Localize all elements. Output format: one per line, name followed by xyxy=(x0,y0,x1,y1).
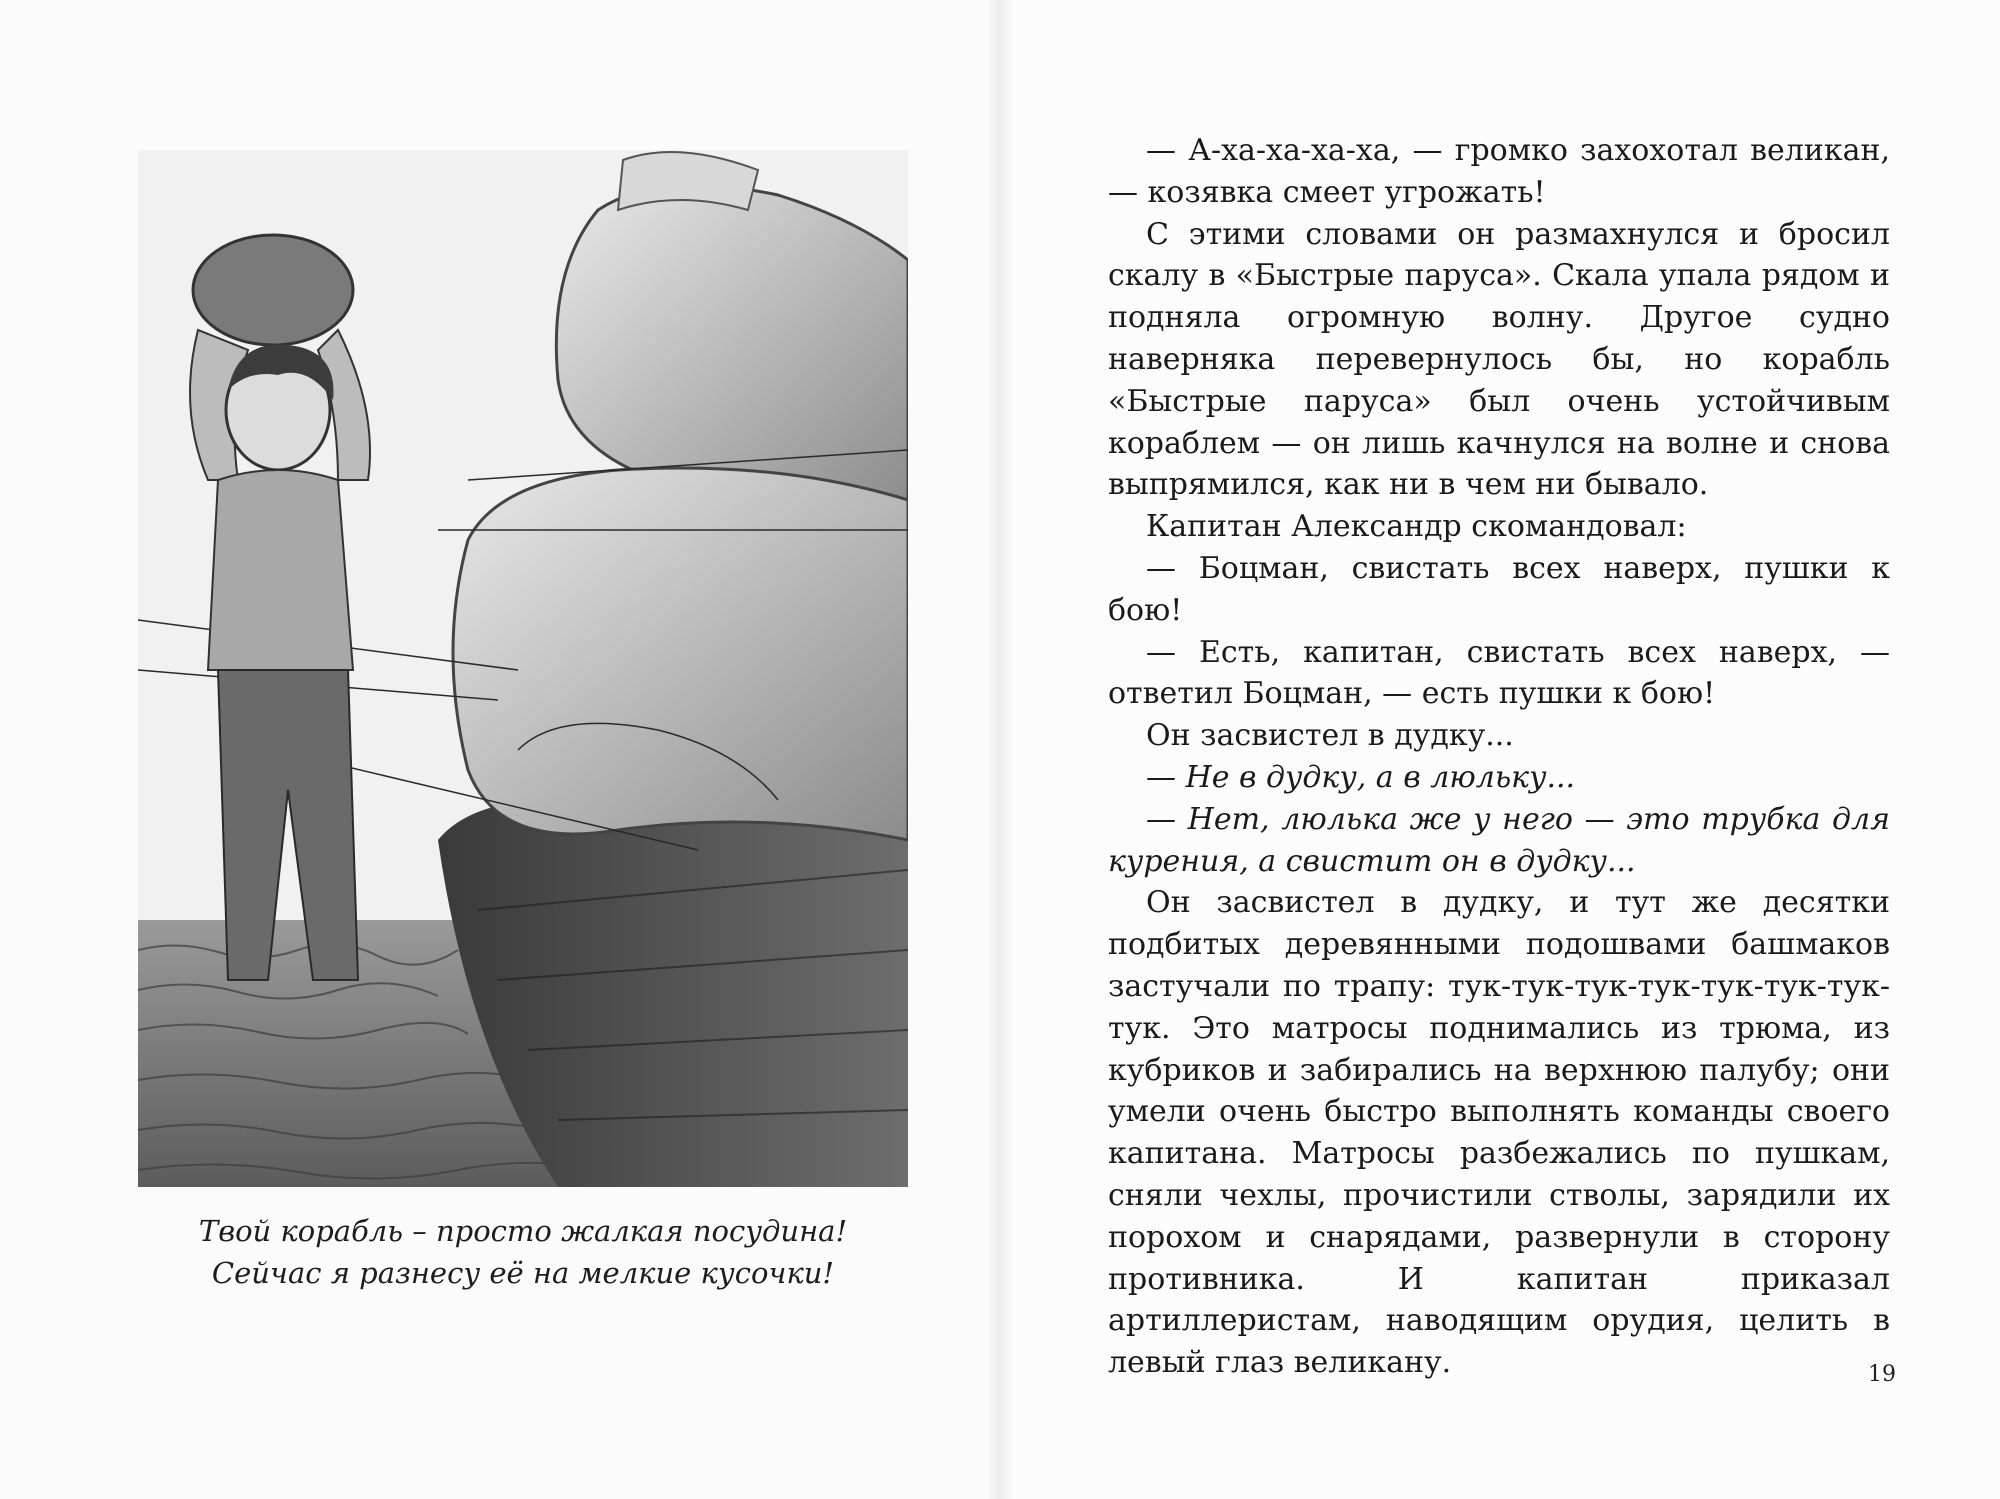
paragraph: Капитан Александр скомандовал: xyxy=(1146,509,1687,545)
paragraph-italic: — Не в дудку, а в люльку... xyxy=(1146,759,1576,795)
paragraph-italic: — Нет, люлька же у него — это трубка для курения, а свистит он в дудку... xyxy=(1108,801,1890,879)
paragraph: С этими словами он размахнулся и бросил скалу в «Быстрые паруса». Скала упала рядом и подняла огромную волну. Другое судно наверняка перевернулось бы, но корабль «Быстрые паруса» был очень устойчивым кораблем — он лишь качнулся на волне и снова выпрямился, как ни в чем ни бывало. xyxy=(1108,216,1890,503)
paragraph: — А-ха-ха-ха-ха, — громко захохотал великан, — козявка смеет угрожать! xyxy=(1108,133,1890,210)
body-text xyxy=(1108,130,1890,1384)
paragraph: — Боцман, свистать всех наверх, пушки к бою! xyxy=(1108,550,1890,628)
paragraph: Он засвистел в дудку... xyxy=(1146,718,1514,754)
lower-sail xyxy=(453,468,908,840)
page-number: 19 xyxy=(1868,1362,1896,1387)
illustration-caption xyxy=(138,1210,908,1294)
giant-torso xyxy=(208,470,353,670)
paragraph: — Есть, капитан, свистать всех наверх, — ответил Боцман, — есть пушки к бою! xyxy=(1108,634,1890,712)
illustration-drawing xyxy=(138,150,908,1187)
illustration-giant-and-ship xyxy=(138,150,908,1187)
book-gutter xyxy=(986,0,1014,1499)
giant-rock xyxy=(193,235,353,345)
caption-line-1: Твой корабль – просто жалкая посудина! xyxy=(198,1214,848,1248)
paragraph: Он засвистел в дудку, и тут же десятки подбитых деревянными подошвами башмаков застучали по трапу: тук-тук-тук-тук-тук-тук-тук-тук. Это матросы поднимались из трюма, из кубриков и забирались на верхнюю палубу; они умели очень быстро выполнять команды своего капитана. Матросы разбежались по пушкам, сняли чехлы, прочистили стволы, зарядили их порохом и снарядами, развернули в сторону противника. И капитан приказал артиллеристам, наводящим орудия, целить в левый глаз великану. xyxy=(1108,885,1890,1381)
caption-line-2: Сейчас я разнесу её на мелкие кусочки! xyxy=(211,1256,835,1290)
